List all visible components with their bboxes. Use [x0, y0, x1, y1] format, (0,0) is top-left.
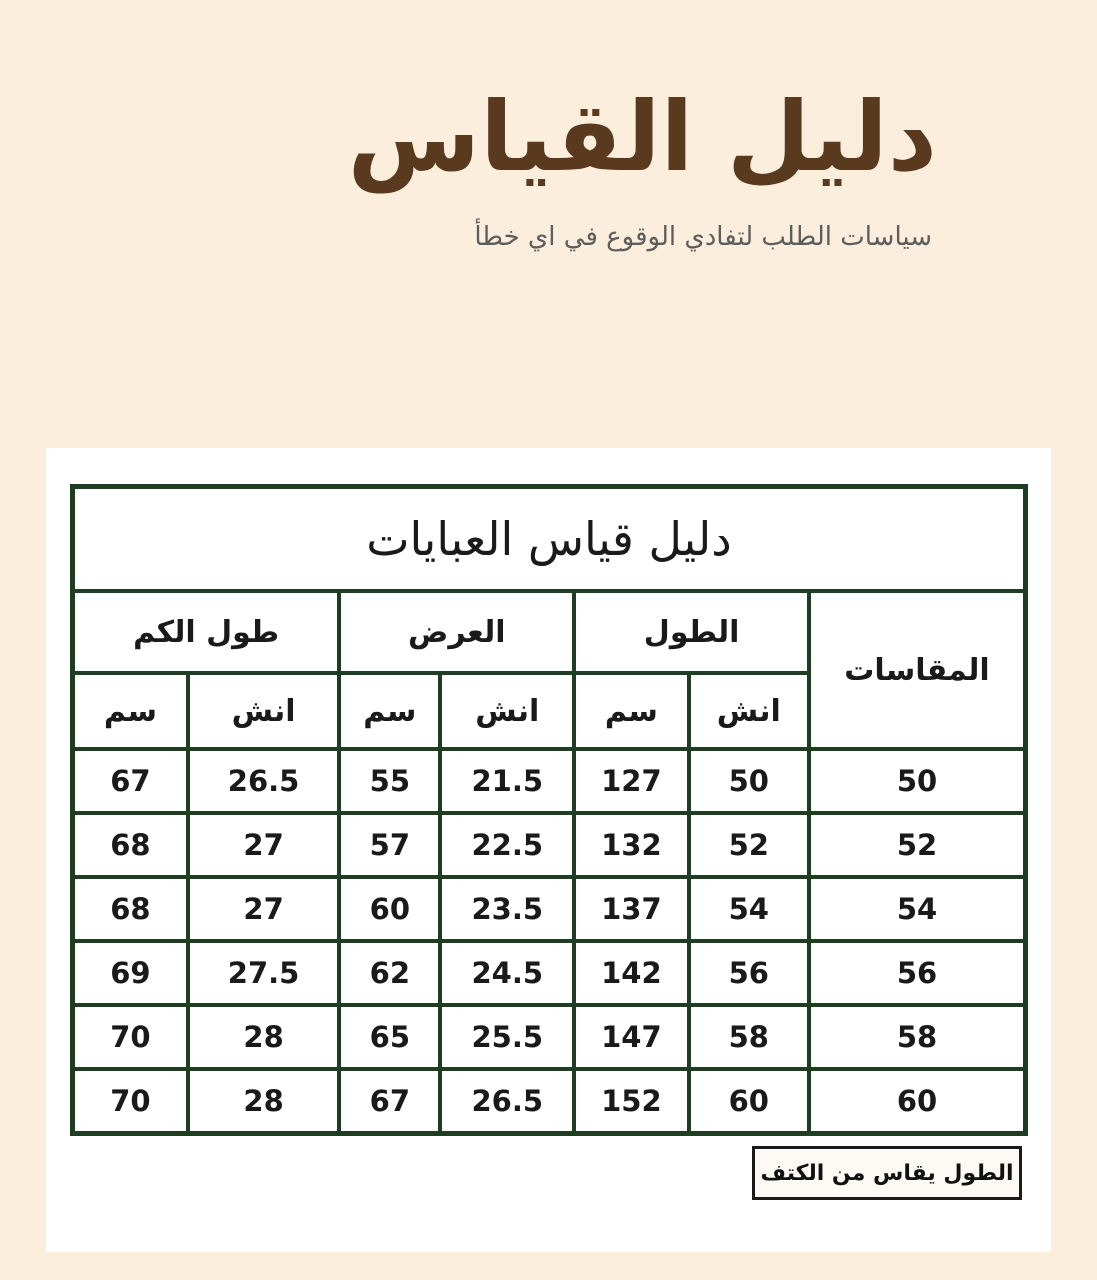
length-cm-cell: 142 [574, 941, 688, 1005]
length-group-header: الطول [574, 591, 809, 673]
sleeve-cm-cell: 70 [73, 1069, 188, 1134]
sleeve-cm-cell: 68 [73, 877, 188, 941]
sleeve-inch-cell: 28 [188, 1069, 339, 1134]
size-cell: 56 [809, 941, 1026, 1005]
table-row [73, 1005, 1026, 1069]
length-inch-cell: 58 [689, 1005, 809, 1069]
width-inch-cell: 26.5 [440, 1069, 574, 1134]
width-inch-cell: 23.5 [440, 877, 574, 941]
sleeve-inch-cell: 26.5 [188, 749, 339, 813]
page-title: دليل القياس [347, 81, 937, 193]
table-row [73, 813, 1026, 877]
sleeve-group-header: طول الكم [73, 591, 340, 673]
length-cm-cell: 132 [574, 813, 688, 877]
table-title: دليل قياس العبايات [73, 487, 1026, 592]
length-inch-cell: 54 [689, 877, 809, 941]
length-inch-cell: 50 [689, 749, 809, 813]
size-cell: 50 [809, 749, 1026, 813]
length-cm-cell: 127 [574, 749, 688, 813]
page-subtitle: سياسات الطلب لتفادي الوقوع في اي خطأ [474, 222, 932, 252]
table-row [73, 749, 1026, 813]
sleeve-cm-cell: 69 [73, 941, 188, 1005]
sleeve-inch-cell: 28 [188, 1005, 339, 1069]
size-column-header: المقاسات [809, 591, 1026, 749]
width-cm-cell: 55 [339, 749, 440, 813]
sleeve-cm-cell: 68 [73, 813, 188, 877]
sleeve-cm-cell: 67 [73, 749, 188, 813]
width-cm-cell: 57 [339, 813, 440, 877]
width-cm-cell: 62 [339, 941, 440, 1005]
width-cm-cell: 60 [339, 877, 440, 941]
width-inch-cell: 24.5 [440, 941, 574, 1005]
length-cm-cell: 147 [574, 1005, 688, 1069]
width-cm-cell: 67 [339, 1069, 440, 1134]
table-row [73, 877, 1026, 941]
unit-header: سم [574, 673, 688, 749]
width-inch-cell: 21.5 [440, 749, 574, 813]
table-row [73, 1069, 1026, 1134]
width-group-header: العرض [339, 591, 574, 673]
width-inch-cell: 25.5 [440, 1005, 574, 1069]
size-cell: 52 [809, 813, 1026, 877]
size-table [70, 484, 1028, 1136]
length-cm-cell: 152 [574, 1069, 688, 1134]
size-cell: 60 [809, 1069, 1026, 1134]
length-cm-cell: 137 [574, 877, 688, 941]
length-inch-cell: 56 [689, 941, 809, 1005]
sleeve-inch-cell: 27 [188, 813, 339, 877]
unit-header: سم [339, 673, 440, 749]
length-inch-cell: 60 [689, 1069, 809, 1134]
sleeve-inch-cell: 27 [188, 877, 339, 941]
unit-header: انش [188, 673, 339, 749]
unit-header: انش [440, 673, 574, 749]
size-cell: 58 [809, 1005, 1026, 1069]
sleeve-inch-cell: 27.5 [188, 941, 339, 1005]
size-cell: 54 [809, 877, 1026, 941]
sleeve-cm-cell: 70 [73, 1005, 188, 1069]
size-chart-card [46, 448, 1051, 1252]
length-inch-cell: 52 [689, 813, 809, 877]
measurement-note: الطول يقاس من الكتف [752, 1146, 1022, 1200]
table-row [73, 941, 1026, 1005]
unit-header: سم [73, 673, 188, 749]
width-cm-cell: 65 [339, 1005, 440, 1069]
unit-header: انش [689, 673, 809, 749]
width-inch-cell: 22.5 [440, 813, 574, 877]
